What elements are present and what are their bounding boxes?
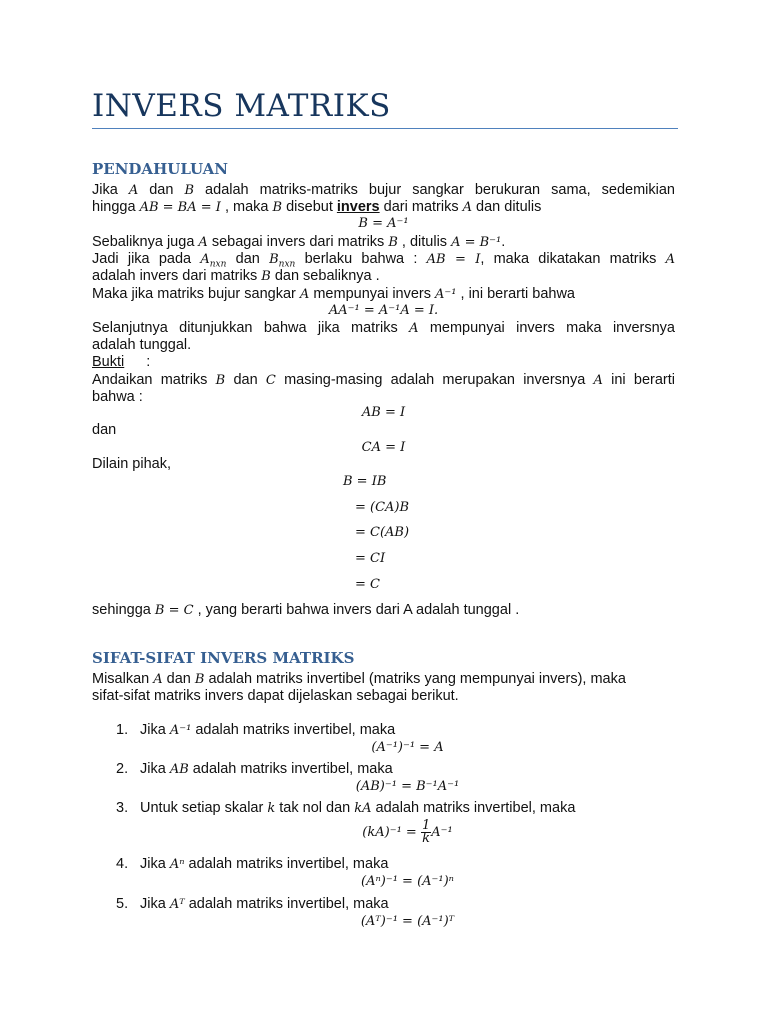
intro-line-4: Jadi jika pada $A_{nxn}$ dan $B_{nxn}$ berlaku bahwa : AB = I, maka dikatakan matriks A xyxy=(92,251,675,270)
title-underline xyxy=(92,128,678,129)
bukti-label: Bukti : xyxy=(92,354,151,370)
props-line-2: sifat-sifat matriks invers dapat dijelaskan sebagai berikut. xyxy=(92,688,459,704)
heading-pendahuluan: PENDAHULUAN xyxy=(92,160,229,178)
list-item-1-number: 1. xyxy=(116,722,129,738)
equation-1: B = A⁻¹ xyxy=(358,216,409,231)
list-item-5-equation: (Aᵀ)⁻¹ = (A⁻¹)ᵀ xyxy=(360,914,455,929)
equation-6: = (CA)B xyxy=(355,500,410,515)
equation-4: CA = I xyxy=(361,440,406,455)
list-item-3: Untuk setiap skalar k tak nol dan kA adalah matriks invertibel, maka xyxy=(140,800,576,816)
intro-line-2: hingga AB = BA = I , maka B disebut invers dari matriks A dan ditulis xyxy=(92,199,542,215)
list-item-4-equation: (Aⁿ)⁻¹ = (A⁻¹)ⁿ xyxy=(361,874,454,889)
list-item-2: Jika AB adalah matriks invertibel, maka xyxy=(140,761,393,777)
list-item-3-number: 3. xyxy=(116,800,129,816)
intro-line-1: Jika A dan B adalah matriks-matriks bujur sangkar berukuran sama, sedemikian xyxy=(92,182,675,198)
page-title: INVERS MATRIKS xyxy=(92,88,391,124)
intro-line-8: adalah tunggal. xyxy=(92,337,192,353)
intro-line-10: bahwa : xyxy=(92,389,143,405)
equation-9: = C xyxy=(355,577,380,592)
heading-sifat-sifat: SIFAT-SIFAT INVERS MATRIKS xyxy=(92,649,355,667)
equation-5: B = IB xyxy=(343,474,387,489)
term-invers: invers xyxy=(336,199,380,215)
list-item-2-number: 2. xyxy=(116,761,129,777)
equation-7: = C(AB) xyxy=(355,525,410,540)
list-item-5: Jika Aᵀ adalah matriks invertibel, maka xyxy=(140,896,389,912)
list-item-1-equation: (A⁻¹)⁻¹ = A xyxy=(371,740,444,755)
list-item-3-equation: (kA)⁻¹ = $\frac{1}{k}$ A⁻¹ xyxy=(362,818,453,846)
list-item-4: Jika Aⁿ adalah matriks invertibel, maka xyxy=(140,856,389,872)
text-dan: dan xyxy=(92,422,117,438)
text-dilain-pihak: Dilain pihak, xyxy=(92,456,171,472)
intro-line-7: Selanjutnya ditunjukkan bahwa jika matriks A mempunyai invers maka inversnya xyxy=(92,320,675,336)
equation-2: AA⁻¹ = A⁻¹A = I. xyxy=(328,303,439,318)
equation-3: AB = I xyxy=(361,405,406,420)
fraction-one-over-k: $\frac{1}{k}$ xyxy=(421,818,431,846)
list-item-5-number: 5. xyxy=(116,896,129,912)
list-item-4-number: 4. xyxy=(116,856,129,872)
intro-line-3: Sebaliknya juga A sebagai invers dari matriks B , ditulis A = B⁻¹. xyxy=(92,234,506,250)
list-item-2-equation: (AB)⁻¹ = B⁻¹A⁻¹ xyxy=(355,779,460,794)
intro-line-11: sehingga B = C , yang berarti bahwa invers dari A adalah tunggal . xyxy=(92,602,520,618)
props-line-1: Misalkan A dan B adalah matriks invertibel (matriks yang mempunyai invers), maka xyxy=(92,671,626,687)
intro-line-6: Maka jika matriks bujur sangkar A mempunyai invers A⁻¹ , ini berarti bahwa xyxy=(92,286,575,302)
equation-8: = CI xyxy=(355,551,386,566)
list-item-1: Jika A⁻¹ adalah matriks invertibel, maka xyxy=(140,722,396,738)
intro-line-5: adalah invers dari matriks B dan sebaliknya . xyxy=(92,268,380,284)
intro-line-9: Andaikan matriks B dan C masing-masing adalah merupakan inversnya A ini berarti xyxy=(92,372,675,388)
